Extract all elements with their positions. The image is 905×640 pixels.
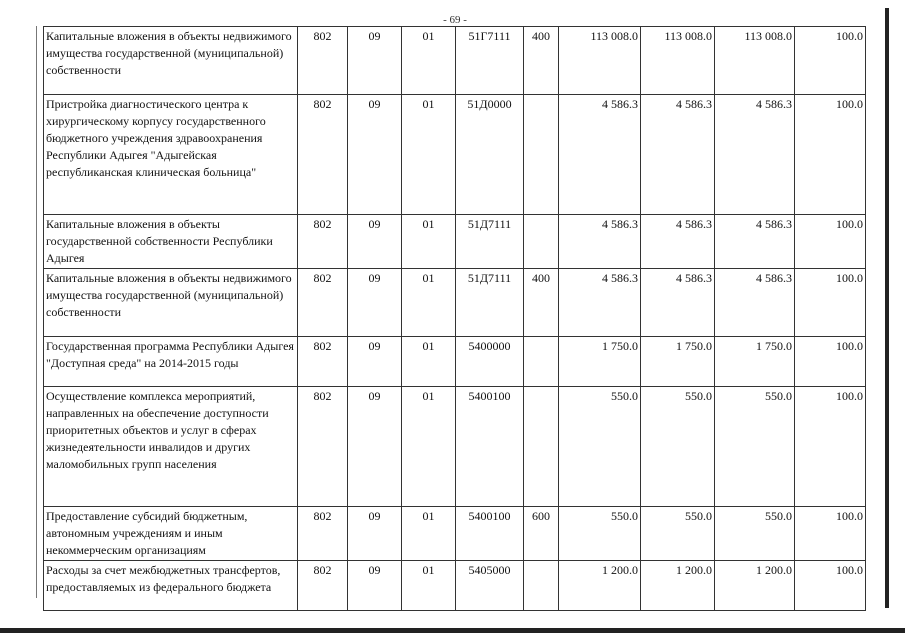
section-code: 09 <box>348 507 402 561</box>
budget-table <box>43 26 866 611</box>
subsection-code: 01 <box>402 27 456 95</box>
percent: 100.0 <box>795 215 866 269</box>
row-name: Расходы за счет межбюджетных трансфертов, предоставляемых из федерального бюджета <box>44 561 298 611</box>
section-code: 09 <box>348 215 402 269</box>
amount-1: 4 586.3 <box>559 269 641 337</box>
subsection-code: 01 <box>402 387 456 507</box>
section-code: 09 <box>348 269 402 337</box>
amount-2: 550.0 <box>641 387 715 507</box>
ministry-code: 802 <box>298 95 348 215</box>
amount-1: 4 586.3 <box>559 215 641 269</box>
section-code: 09 <box>348 95 402 215</box>
amount-3: 550.0 <box>715 387 795 507</box>
percent: 100.0 <box>795 387 866 507</box>
ministry-code: 802 <box>298 337 348 387</box>
ministry-code: 802 <box>298 27 348 95</box>
row-name: Капитальные вложения в объекты недвижимого имущества государственной (муниципальной) собственности <box>44 27 298 95</box>
expense-type-code: 600 <box>524 507 559 561</box>
amount-1: 1 750.0 <box>559 337 641 387</box>
amount-3: 4 586.3 <box>715 95 795 215</box>
amount-2: 4 586.3 <box>641 215 715 269</box>
table-row <box>44 269 866 337</box>
row-name: Предоставление субсидий бюджетным, автономным учреждениям и иным некоммерческим организациям <box>44 507 298 561</box>
percent: 100.0 <box>795 561 866 611</box>
left-margin-line <box>36 26 37 598</box>
row-name: Капитальные вложения в объекты государственной собственности Республики Адыгея <box>44 215 298 269</box>
section-code: 09 <box>348 561 402 611</box>
expense-type-code <box>524 215 559 269</box>
ministry-code: 802 <box>298 561 348 611</box>
section-code: 09 <box>348 387 402 507</box>
expense-type-code: 400 <box>524 269 559 337</box>
amount-1: 113 008.0 <box>559 27 641 95</box>
percent: 100.0 <box>795 507 866 561</box>
expense-type-code <box>524 561 559 611</box>
subsection-code: 01 <box>402 215 456 269</box>
target-code: 51Г7111 <box>456 27 524 95</box>
amount-3: 4 586.3 <box>715 215 795 269</box>
target-code: 51Д0000 <box>456 95 524 215</box>
amount-1: 1 200.0 <box>559 561 641 611</box>
amount-2: 113 008.0 <box>641 27 715 95</box>
row-name: Государственная программа Республики Адыгея "Доступная среда" на 2014-2015 годы <box>44 337 298 387</box>
section-code: 09 <box>348 27 402 95</box>
page-number: - 69 - <box>443 14 467 26</box>
subsection-code: 01 <box>402 337 456 387</box>
section-code: 09 <box>348 337 402 387</box>
amount-2: 4 586.3 <box>641 269 715 337</box>
percent: 100.0 <box>795 95 866 215</box>
ministry-code: 802 <box>298 387 348 507</box>
amount-2: 1 200.0 <box>641 561 715 611</box>
table-row <box>44 387 866 507</box>
expense-type-code <box>524 387 559 507</box>
amount-3: 550.0 <box>715 507 795 561</box>
expense-type-code <box>524 95 559 215</box>
expense-type-code: 400 <box>524 27 559 95</box>
ministry-code: 802 <box>298 269 348 337</box>
expense-type-code <box>524 337 559 387</box>
ministry-code: 802 <box>298 215 348 269</box>
table-row <box>44 337 866 387</box>
subsection-code: 01 <box>402 95 456 215</box>
percent: 100.0 <box>795 269 866 337</box>
row-name: Пристройка диагностического центра к хирургическому корпусу государственного бюджетного учреждения здравоохранения Республики Адыгея "Адыгейская республиканская клиническая больница" <box>44 95 298 215</box>
percent: 100.0 <box>795 337 866 387</box>
amount-3: 1 750.0 <box>715 337 795 387</box>
ministry-code: 802 <box>298 507 348 561</box>
amount-1: 550.0 <box>559 387 641 507</box>
amount-2: 4 586.3 <box>641 95 715 215</box>
table-row <box>44 215 866 269</box>
table-body <box>44 27 866 611</box>
target-code: 5400100 <box>456 387 524 507</box>
amount-2: 1 750.0 <box>641 337 715 387</box>
amount-1: 550.0 <box>559 507 641 561</box>
amount-3: 113 008.0 <box>715 27 795 95</box>
target-code: 5400000 <box>456 337 524 387</box>
bottom-border-rule <box>0 628 905 633</box>
row-name: Осуществление комплекса мероприятий, направленных на обеспечение доступности приоритетных объектов и услуг в сферах жизнедеятельности инвалидов и других маломобильных групп населения <box>44 387 298 507</box>
target-code: 51Д7111 <box>456 269 524 337</box>
subsection-code: 01 <box>402 561 456 611</box>
amount-2: 550.0 <box>641 507 715 561</box>
row-name: Капитальные вложения в объекты недвижимого имущества государственной (муниципальной) собственности <box>44 269 298 337</box>
right-border-rule <box>885 8 889 608</box>
table-row <box>44 507 866 561</box>
table-row <box>44 561 866 611</box>
target-code: 5400100 <box>456 507 524 561</box>
table-row <box>44 95 866 215</box>
target-code: 51Д7111 <box>456 215 524 269</box>
table-row <box>44 27 866 95</box>
subsection-code: 01 <box>402 507 456 561</box>
percent: 100.0 <box>795 27 866 95</box>
subsection-code: 01 <box>402 269 456 337</box>
target-code: 5405000 <box>456 561 524 611</box>
amount-1: 4 586.3 <box>559 95 641 215</box>
amount-3: 4 586.3 <box>715 269 795 337</box>
amount-3: 1 200.0 <box>715 561 795 611</box>
